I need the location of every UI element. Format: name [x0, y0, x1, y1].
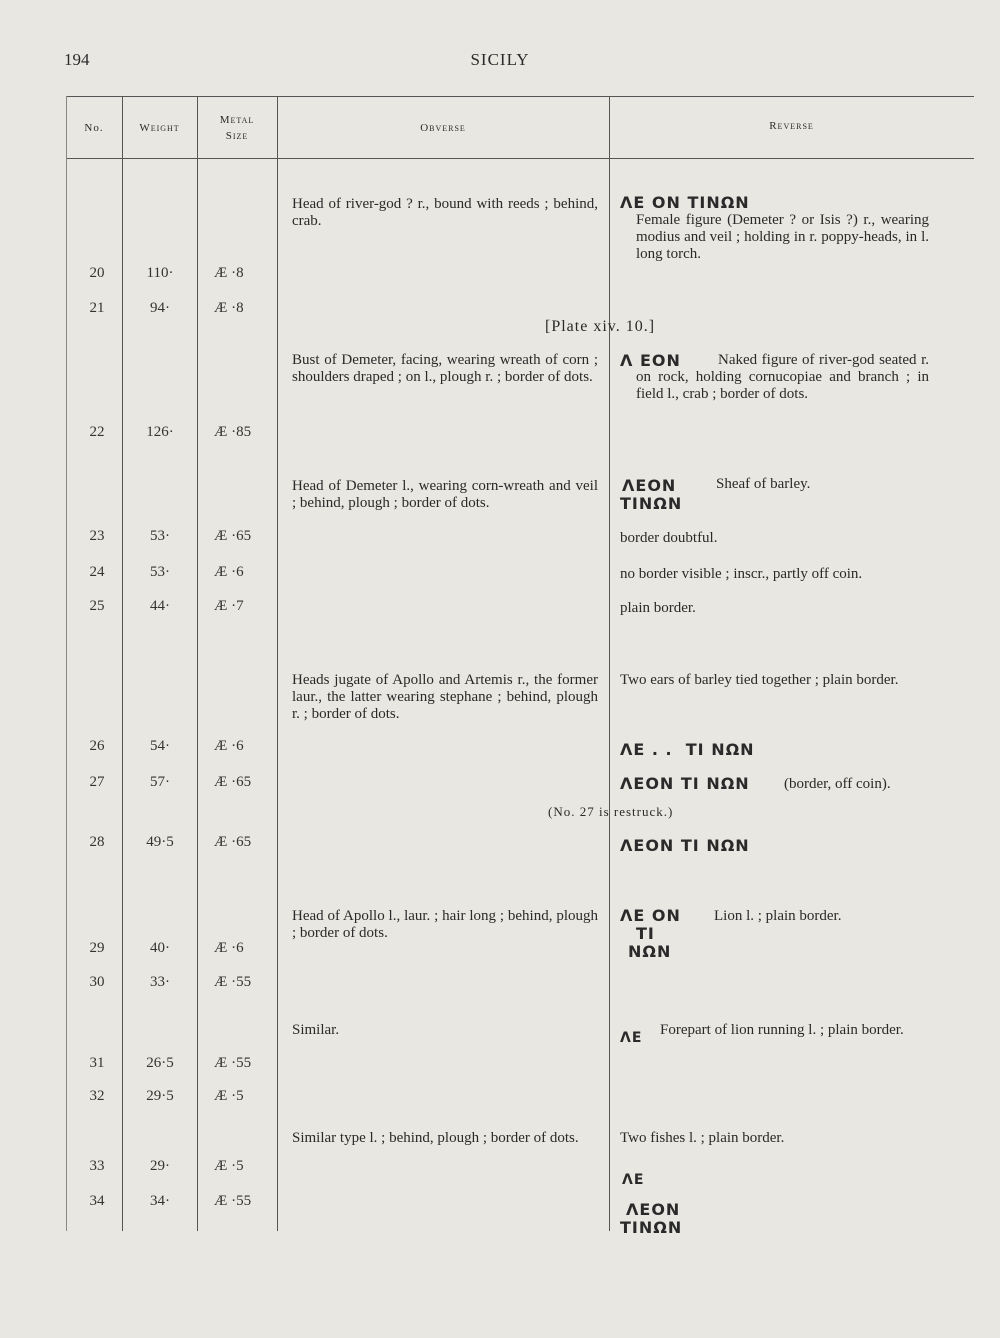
row-no: 29	[89, 940, 105, 956]
row-no: 30	[89, 974, 105, 990]
header-size: Size	[225, 130, 249, 142]
row-weight: 29·5	[146, 1088, 174, 1104]
monogram: ΛE	[620, 1030, 643, 1046]
col-divider-2	[197, 96, 198, 1231]
table-top-rule	[66, 96, 974, 97]
monogram: ΛE	[622, 1172, 645, 1188]
row-weight: 110·	[146, 265, 174, 281]
row-weight: 34·	[150, 1193, 170, 1209]
reverse-inscription: ΛE . . TI NΩN	[620, 740, 755, 759]
row-metal: Æ ·6	[214, 940, 244, 956]
plate-reference: [Plate xiv. 10.]	[545, 318, 656, 335]
header-reverse: Reverse	[769, 120, 814, 132]
restruck-note: (No. 27 is restruck.)	[548, 804, 674, 819]
header-metal: Metal	[219, 114, 255, 126]
row-metal: Æ ·65	[214, 528, 252, 544]
table-header-rule	[66, 158, 974, 159]
reverse-inscription: ΛEON TI NΩN	[620, 836, 750, 855]
reverse-inscription: ΛEON	[622, 476, 677, 495]
row-no: 25	[89, 598, 105, 614]
row-metal: Æ ·65	[214, 834, 252, 850]
reverse-inscription: ΛE ON TINΩN	[620, 193, 750, 212]
row-weight: 26·5	[146, 1055, 174, 1071]
header-weight: Weight	[139, 122, 180, 134]
row-metal: Æ ·8	[214, 300, 244, 316]
row-metal: Æ ·65	[214, 774, 252, 790]
row-weight: 57·	[150, 774, 170, 790]
row-metal: Æ ·8	[214, 265, 244, 281]
reverse-description: Female figure (Demeter ? or Isis ?) r., wearing modius and veil ; holding in r. poppy-heads, in l. long torch.	[636, 212, 929, 262]
col-divider-4	[609, 96, 610, 1231]
row-weight: 53·	[150, 528, 170, 544]
reverse-inscription: TINΩN	[620, 1218, 683, 1237]
reverse-inscription: ΛEON TI NΩN	[620, 774, 750, 793]
obverse-description: Bust of Demeter, facing, wearing wreath of corn ; shoulders draped ; on l., plough r. ; border of dots.	[292, 352, 598, 385]
reverse-inscription: NΩN	[628, 942, 672, 961]
row-weight: 53·	[150, 564, 170, 580]
header-obverse: Obverse	[420, 122, 466, 134]
row-weight: 44·	[150, 598, 170, 614]
reverse-description: Lion l. ; plain border.	[714, 908, 842, 924]
table-left-rule	[66, 96, 67, 1231]
reverse-description: Sheaf of barley.	[716, 476, 811, 492]
reverse-description: Naked figure of river-god seated r. on rock, holding cornucopiae and branch ; in field l., crab ; border of dots.	[636, 352, 929, 402]
row-metal: Æ ·7	[214, 598, 244, 614]
obverse-description: Similar.	[292, 1022, 340, 1038]
row-no: 34	[89, 1193, 105, 1209]
reverse-description: (border, off coin).	[784, 776, 891, 792]
col-divider-1	[122, 96, 123, 1231]
row-metal: Æ ·5	[214, 1158, 244, 1174]
row-weight: 40·	[150, 940, 170, 956]
row-no: 33	[89, 1158, 105, 1174]
reverse-description: Two fishes l. ; plain border.	[620, 1130, 785, 1146]
obverse-description: Head of river-god ? r., bound with reeds ; behind, crab.	[292, 196, 598, 229]
row-weight: 54·	[150, 738, 170, 754]
obverse-description: Similar type l. ; behind, plough ; border of dots.	[292, 1130, 579, 1146]
row-no: 21	[89, 300, 105, 316]
row-weight: 126·	[146, 424, 174, 440]
reverse-description: plain border.	[620, 600, 696, 616]
row-weight: 29·	[150, 1158, 170, 1174]
reverse-description: border doubtful.	[620, 530, 718, 546]
page-number: 194	[64, 50, 90, 69]
obverse-description: Head of Apollo l., laur. ; hair long ; behind, plough ; border of dots.	[292, 908, 598, 941]
row-metal: Æ ·55	[214, 974, 252, 990]
row-no: 20	[89, 265, 105, 281]
row-no: 24	[89, 564, 105, 580]
reverse-description: Forepart of lion running l. ; plain border.	[660, 1022, 904, 1038]
reverse-inscription: ΛE ON	[620, 906, 681, 925]
row-metal: Æ ·85	[214, 424, 252, 440]
row-weight: 49·5	[146, 834, 174, 850]
row-metal: Æ ·6	[214, 564, 244, 580]
reverse-inscription: TINΩN	[620, 494, 683, 513]
row-metal: Æ ·55	[214, 1193, 252, 1209]
row-weight: 94·	[150, 300, 170, 316]
obverse-description: Heads jugate of Apollo and Artemis r., the former laur., the latter wearing stephane ; behind, plough r. ; border of dots.	[292, 672, 598, 722]
row-metal: Æ ·6	[214, 738, 244, 754]
row-no: 32	[89, 1088, 105, 1104]
obverse-description: Head of Demeter l., wearing corn-wreath and veil ; behind, plough ; border of dots.	[292, 478, 598, 511]
row-weight: 33·	[150, 974, 170, 990]
reverse-inscription: Λ EON	[620, 351, 681, 370]
reverse-description: no border visible ; inscr., partly off coin.	[620, 566, 863, 582]
row-no: 28	[89, 834, 105, 850]
row-no: 23	[89, 528, 105, 544]
row-no: 22	[89, 424, 105, 440]
reverse-description: Two ears of barley tied together ; plain border.	[620, 672, 899, 688]
reverse-inscription: TI	[636, 924, 655, 943]
row-no: 31	[89, 1055, 105, 1071]
row-metal: Æ ·55	[214, 1055, 252, 1071]
row-no: 27	[89, 774, 105, 790]
running-head: SICILY	[470, 50, 530, 69]
row-no: 26	[89, 738, 105, 754]
reverse-inscription: ΛEON	[626, 1200, 681, 1219]
header-no: No.	[84, 122, 104, 134]
row-metal: Æ ·5	[214, 1088, 244, 1104]
